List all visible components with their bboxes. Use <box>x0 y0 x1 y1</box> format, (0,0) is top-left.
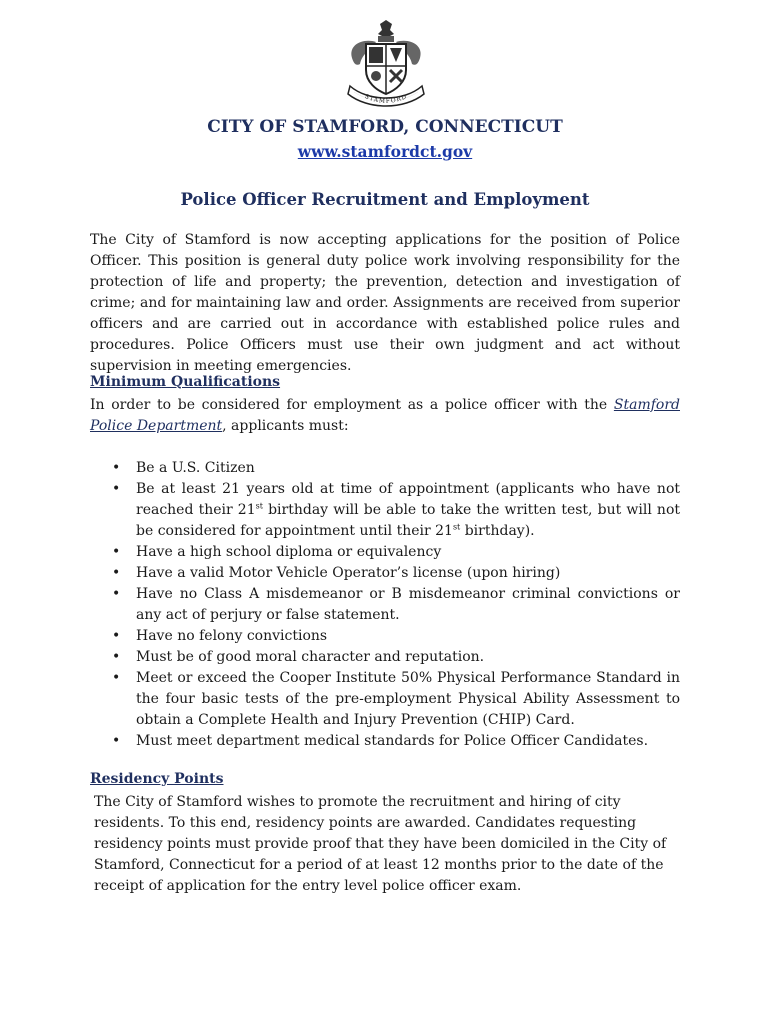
item-text: birthday). <box>460 523 535 539</box>
list-item: • Meet or exceed the Cooper Institute 50% Physical Performance Standard in the four basic tests of the pre-employment Physical Ability Assessment to obtain a Complete Health and Injury Prevention (CHIP) Card. <box>112 668 680 731</box>
intro-paragraph: The City of Stamford is now accepting applications for the position of Police Officer. This position is general duty police work involving responsibility for the protection of life and property; the prevention, detection and investigation of crime; and for maintaining law and order. Assignments are received from superior officers and are carried out in accordance with established police rules and procedures. Police Officers must use their own judgment and act without supervision in meeting emergencies. <box>90 232 680 374</box>
residency-points-heading: Residency Points <box>90 771 224 787</box>
svg-text:STAMFORD: STAMFORD <box>363 93 409 105</box>
ordinal-suffix: st <box>452 522 461 532</box>
list-item <box>112 479 680 542</box>
qualifications-list <box>112 458 680 752</box>
minimum-qualifications-heading: Minimum Qualifications <box>90 374 281 390</box>
lead-text-end: , applicants must: <box>222 418 349 434</box>
list-item: • Be a U.S. Citizen <box>112 458 680 479</box>
list-item: • Must meet department medical standards for Police Officer Candidates. <box>112 731 680 752</box>
list-item: • Have no felony convictions <box>112 626 680 647</box>
residency-paragraph: The City of Stamford wishes to promote the recruitment and hiring of city residents. To this end, residency points are awarded. Candidates requesting residency points must provide proof that they have been domiciled in the City of Stamford, Connecticut for a period of at least 12 months prior to the date of the receipt of application for the entry level police officer exam. <box>94 794 667 894</box>
seal-ribbon-label <box>340 20 432 112</box>
ordinal-suffix: st <box>255 501 263 511</box>
stamford-police-department-link[interactable]: Stamford Police Department <box>90 397 680 434</box>
list-item: • Have a high school diploma or equivalency <box>112 542 680 563</box>
list-item: • Must be of good moral character and reputation. <box>112 647 680 668</box>
list-item: • Have a valid Motor Vehicle Operator’s license (upon hiring) <box>112 563 680 584</box>
city-heading: CITY OF STAMFORD, CONNECTICUT <box>207 117 563 137</box>
minimum-qualifications-lead <box>90 395 680 437</box>
item-text: birthday will be able to take the written test, but will not be considered for appointment until their 21 <box>136 502 680 539</box>
page-title: Police Officer Recruitment and Employment <box>180 190 590 209</box>
item-text: Be at least 21 years old at time of appointment (applicants who have not reached their 21 <box>136 481 680 518</box>
website-link[interactable]: www.stamfordct.gov <box>297 142 473 161</box>
lead-text: In order to be considered for employment as a police officer with the <box>90 397 614 413</box>
list-item: • Have no Class A misdemeanor or B misdemeanor criminal convictions or any act of perjury or false statement. <box>112 584 680 626</box>
